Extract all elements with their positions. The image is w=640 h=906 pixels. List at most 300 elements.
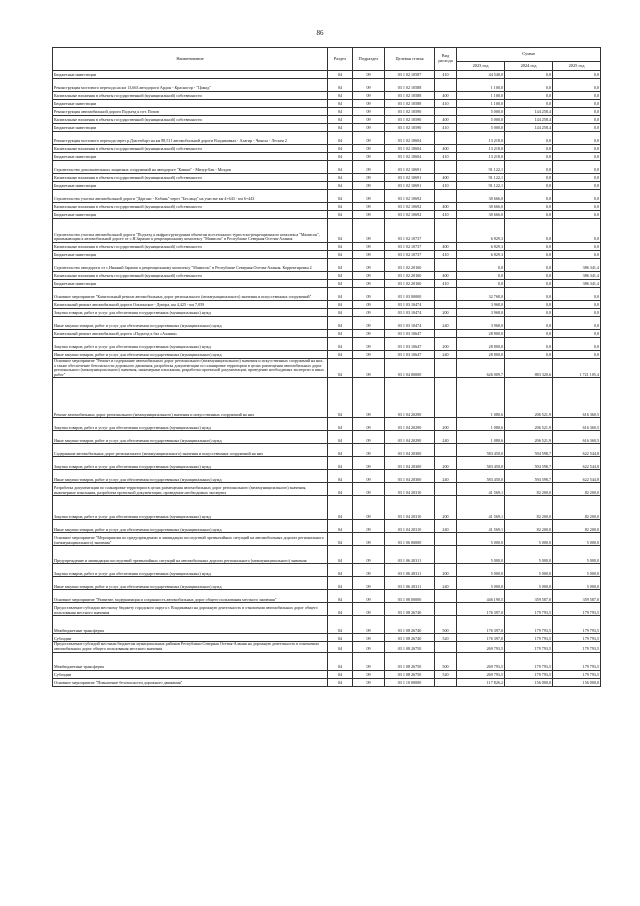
row-sum-2023: 1 080,6 (457, 431, 505, 444)
row-name: Капитальный ремонт автомобильной дороги Ольгинское - Дигора, км 4,425 - км 7,059 (53, 301, 328, 309)
row-sum-2024: 0,0 (505, 174, 553, 182)
row-section: 04 (328, 174, 353, 182)
row-sum-2024: 0,0 (505, 272, 553, 280)
table-row (53, 496, 601, 520)
row-sum-2023: 176 397,0 (457, 616, 505, 634)
row-expense-type: 520 (435, 670, 457, 678)
row-subsection: 09 (353, 603, 385, 616)
table-row (53, 174, 601, 182)
row-section: 04 (328, 309, 353, 317)
row-name: Содержание автомобильных дорог регионального (межмуниципального) значения и искусственных сооружений на них (53, 444, 328, 457)
row-expense-type (435, 533, 457, 546)
row-sum-2024: 179 793,5 (505, 670, 553, 678)
row-section: 04 (328, 431, 353, 444)
row-expense-type (435, 219, 457, 243)
row-section: 04 (328, 301, 353, 309)
row-target: 03 1 08 26750 (385, 670, 435, 678)
row-name: Закупка товаров, работ и услуг для обеспечения государственных (муниципальных) нужд (53, 309, 328, 317)
row-sum-2024: 5 000,0 (505, 546, 553, 564)
row-sum-2023: 269 793,5 (457, 642, 505, 652)
row-subsection: 09 (353, 520, 385, 533)
row-expense-type (435, 378, 457, 418)
row-subsection: 09 (353, 203, 385, 211)
table-row (53, 71, 601, 79)
row-sum-2024: 156 000,0 (505, 678, 553, 686)
table-row (53, 301, 601, 309)
row-sum-2024: 0,0 (505, 338, 553, 351)
row-sum-2025: 5 000,0 (553, 533, 601, 546)
row-sum-2025: 0,0 (553, 309, 601, 317)
row-sum-2023: 1 100,0 (457, 79, 505, 92)
row-target: 03 1 02 10588 (385, 79, 435, 92)
row-name: Реконструкция мостового перехода через р.Дзагепбарз на км 88,511 автомобильной дороги Владикавказ - Алагир - Чикола - Лескен 2 (53, 132, 328, 145)
row-expense-type: 520 (435, 634, 457, 642)
table-row (53, 243, 601, 251)
row-target: 03 1 02 10691 (385, 174, 435, 182)
row-section: 04 (328, 203, 353, 211)
row-section: 04 (328, 483, 353, 496)
row-expense-type (435, 259, 457, 272)
table-row (53, 546, 601, 564)
row-name: Основное мероприятие "Повышение безопасности дорожного движения" (53, 678, 328, 686)
row-subsection: 09 (353, 444, 385, 457)
table-row (53, 259, 601, 272)
row-expense-type: 400 (435, 92, 457, 100)
row-expense-type: 240 (435, 351, 457, 359)
row-sum-2023: 1 080,6 (457, 378, 505, 418)
row-sum-2024: 359 587,0 (505, 590, 553, 603)
row-expense-type: 410 (435, 100, 457, 108)
row-section: 04 (328, 317, 353, 330)
row-section: 04 (328, 211, 353, 219)
row-sum-2023: 176 397,0 (457, 634, 505, 642)
row-sum-2024: 0,0 (505, 79, 553, 92)
row-target: 03 1 02 10590 (385, 108, 435, 116)
row-subsection: 09 (353, 330, 385, 338)
table-row (53, 132, 601, 145)
table-row (53, 79, 601, 92)
table-row (53, 309, 601, 317)
row-subsection: 09 (353, 116, 385, 124)
row-expense-type: 400 (435, 116, 457, 124)
row-target: 03 1 10 00000 (385, 678, 435, 686)
row-subsection: 09 (353, 351, 385, 359)
table-row (53, 317, 601, 330)
row-sum-2023: 30 666,0 (457, 203, 505, 211)
row-sum-2024: 0,0 (505, 243, 553, 251)
row-sum-2023: 117 826,2 (457, 678, 505, 686)
row-section: 04 (328, 378, 353, 418)
row-sum-2024: 0,0 (505, 259, 553, 272)
row-section: 04 (328, 288, 353, 301)
row-section: 04 (328, 603, 353, 616)
row-sum-2025: 0,0 (553, 145, 601, 153)
row-sum-2023: 13 218,0 (457, 145, 505, 153)
row-sum-2023: 44 540,0 (457, 71, 505, 79)
row-target: 03 1 03 10474 (385, 309, 435, 317)
table-row (53, 359, 601, 378)
row-name: Бюджетные инвестиции (53, 124, 328, 132)
row-expense-type (435, 642, 457, 652)
row-target: 03 1 02 10737 (385, 251, 435, 259)
row-target: 03 1 06 20311 (385, 546, 435, 564)
row-subsection: 09 (353, 190, 385, 203)
table-row (53, 642, 601, 652)
row-name: Ремонт автомобильных дорог регионального (межмуниципального) значения и искусственных сооружений на них (53, 378, 328, 418)
row-name: Капитальные вложения в объекты государственной (муниципальной) собственности (53, 174, 328, 182)
row-target: 03 1 06 20311 (385, 577, 435, 590)
row-sum-2025: 0,0 (553, 79, 601, 92)
row-target: 03 1 02 10604 (385, 153, 435, 161)
row-section: 04 (328, 338, 353, 351)
row-sum-2025: 0,0 (553, 330, 601, 338)
row-sum-2023: 583 450,0 (457, 444, 505, 457)
row-sum-2023: 446 190,5 (457, 590, 505, 603)
row-target: 03 1 04 20290 (385, 418, 435, 431)
row-expense-type: 240 (435, 520, 457, 533)
row-name: Строительство участка автомобильной дороги "Подъезд к инфраструктурным объектам всесезонного туристско-рекреационного комплекса "Мамисон", примыкающим к автомобильной дороге от с.Н.Зарамаг к рекреационному комплексу "Мамисон" в Республике Северная Осетия-Алания (53, 219, 328, 243)
row-sum-2023: 30 666,0 (457, 211, 505, 219)
row-name: Капитальные вложения в объекты государственной (муниципальной) собственности (53, 272, 328, 280)
row-sum-2023: 0,0 (457, 280, 505, 288)
row-sum-2025: 616 360,5 (553, 378, 601, 418)
row-sum-2023: 6 829,3 (457, 219, 505, 243)
row-subsection: 09 (353, 124, 385, 132)
row-expense-type (435, 79, 457, 92)
row-target: 03 1 03 00000 (385, 288, 435, 301)
row-sum-2023: 5 000,0 (457, 108, 505, 116)
table-row (53, 634, 601, 642)
row-expense-type: 410 (435, 124, 457, 132)
table-row (53, 670, 601, 678)
row-sum-2025: 622 544,8 (553, 470, 601, 483)
table-row (53, 124, 601, 132)
row-subsection: 09 (353, 219, 385, 243)
row-sum-2025: 179 793,5 (553, 652, 601, 670)
row-sum-2024: 0,0 (505, 92, 553, 100)
row-sum-2024: 144 258,4 (505, 108, 553, 116)
table-row (53, 190, 601, 203)
header-row (53, 48, 601, 62)
table-row (53, 272, 601, 280)
row-sum-2023: 3 968,0 (457, 317, 505, 330)
row-subsection: 09 (353, 71, 385, 79)
row-sum-2024: 144 258,4 (505, 124, 553, 132)
row-name: Субсидии (53, 670, 328, 678)
col-header-expense-type: Вид расхода (435, 48, 457, 71)
row-section: 04 (328, 79, 353, 92)
row-sum-2025: 179 793,5 (553, 616, 601, 634)
row-sum-2025: 0,0 (553, 251, 601, 259)
row-sum-2025: 622 544,8 (553, 457, 601, 470)
row-sum-2025: 5 000,0 (553, 546, 601, 564)
row-expense-type: 200 (435, 457, 457, 470)
row-subsection: 09 (353, 280, 385, 288)
row-subsection: 09 (353, 457, 385, 470)
row-name: Иные закупки товаров, работ и услуг для обеспечения государственных (муниципальных) нужд (53, 317, 328, 330)
row-expense-type (435, 301, 457, 309)
row-sum-2023: 5 000,0 (457, 124, 505, 132)
row-section: 04 (328, 108, 353, 116)
row-name: Закупка товаров, работ и услуг для обеспечения государственных (муниципальных) нужд (53, 564, 328, 577)
row-subsection: 09 (353, 616, 385, 634)
table-row (53, 652, 601, 670)
row-name: Бюджетные инвестиции (53, 251, 328, 259)
row-name: Бюджетные инвестиции (53, 100, 328, 108)
row-sum-2025: 0,0 (553, 161, 601, 174)
row-subsection: 09 (353, 145, 385, 153)
row-target: 03 1 03 10647 (385, 330, 435, 338)
row-section: 04 (328, 564, 353, 577)
row-sum-2025: 0,0 (553, 211, 601, 219)
row-sum-2025: 616 360,5 (553, 418, 601, 431)
table-row (53, 590, 601, 603)
row-subsection: 09 (353, 79, 385, 92)
row-expense-type: 400 (435, 272, 457, 280)
row-sum-2024: 0,0 (505, 330, 553, 338)
row-sum-2023: 3 968,0 (457, 301, 505, 309)
row-section: 04 (328, 470, 353, 483)
row-expense-type: 240 (435, 577, 457, 590)
row-target: 03 1 02 10691 (385, 182, 435, 190)
row-sum-2023: 0,0 (457, 272, 505, 280)
row-subsection: 09 (353, 251, 385, 259)
row-subsection: 09 (353, 470, 385, 483)
row-target: 03 1 02 10588 (385, 100, 435, 108)
row-name: Иные закупки товаров, работ и услуг для обеспечения государственных (муниципальных) нужд (53, 520, 328, 533)
row-name: Предоставление субсидий местным бюджетам муниципальных районов Республики Северная Осетия-Алания на дорожную деятельность в отношении автомобильных дорог общего пользования местного значения (53, 642, 328, 652)
table-row (53, 203, 601, 211)
row-sum-2024: 179 793,5 (505, 634, 553, 642)
row-sum-2024: 594 598,7 (505, 470, 553, 483)
row-section: 04 (328, 678, 353, 686)
row-subsection: 09 (353, 418, 385, 431)
row-section: 04 (328, 351, 353, 359)
table-row (53, 378, 601, 418)
row-target: 03 1 06 00000 (385, 533, 435, 546)
row-sum-2023: 269 793,5 (457, 652, 505, 670)
table-row (53, 616, 601, 634)
table-row (53, 330, 601, 338)
row-subsection: 09 (353, 359, 385, 378)
row-section: 04 (328, 153, 353, 161)
row-sum-2025: 0,0 (553, 71, 601, 79)
row-sum-2025: 179 793,5 (553, 634, 601, 642)
row-subsection: 09 (353, 483, 385, 496)
row-name: Реконструкция мостового перехода на км 13,663 автодороги Ардон - Красногор - "Цамад" (53, 79, 328, 92)
row-expense-type: 200 (435, 338, 457, 351)
row-target: 03 1 08 26740 (385, 603, 435, 616)
row-subsection: 09 (353, 301, 385, 309)
row-section: 04 (328, 520, 353, 533)
row-sum-2025: 179 793,5 (553, 642, 601, 652)
row-name: Бюджетные инвестиции (53, 211, 328, 219)
row-sum-2023: 41 569,1 (457, 483, 505, 496)
row-expense-type: 200 (435, 309, 457, 317)
row-sum-2024: 594 598,7 (505, 444, 553, 457)
row-sum-2024: 0,0 (505, 251, 553, 259)
row-sum-2025: 0,0 (553, 174, 601, 182)
col-header-target: Целевая статья (385, 48, 435, 71)
row-target: 03 1 02 10692 (385, 211, 435, 219)
row-expense-type (435, 444, 457, 457)
table-row (53, 251, 601, 259)
row-sum-2025: 0,0 (553, 351, 601, 359)
row-target: 03 1 08 26740 (385, 634, 435, 642)
row-section: 04 (328, 652, 353, 670)
table-row (53, 418, 601, 431)
table-row (53, 520, 601, 533)
row-sum-2025: 5 000,0 (553, 564, 601, 577)
row-sum-2024: 82 200,0 (505, 483, 553, 496)
row-sum-2025: 0,0 (553, 153, 601, 161)
row-target: 03 1 03 10647 (385, 338, 435, 351)
row-sum-2025: 156 000,0 (553, 678, 601, 686)
row-name: Строительство дополнительных защитных сооружений на автодороге "Кавказ" - Мизур-Бек - Моздок (53, 161, 328, 174)
table-row (53, 116, 601, 124)
row-sum-2023: 176 397,0 (457, 603, 505, 616)
row-section: 04 (328, 642, 353, 652)
row-name: Капитальные вложения в объекты государственной (муниципальной) собственности (53, 243, 328, 251)
row-expense-type: 410 (435, 153, 457, 161)
row-sum-2023: 583 450,0 (457, 457, 505, 470)
row-subsection: 09 (353, 634, 385, 642)
row-subsection: 09 (353, 642, 385, 652)
col-header-subsection: Подраздел (353, 48, 385, 71)
row-section: 04 (328, 92, 353, 100)
row-sum-2023: 626 009,7 (457, 359, 505, 378)
row-section: 04 (328, 71, 353, 79)
budget-table (52, 47, 601, 687)
row-target: 03 1 08 26750 (385, 642, 435, 652)
row-sum-2025: 0,0 (553, 108, 601, 116)
row-sum-2023: 28 800,0 (457, 351, 505, 359)
row-sum-2023: 1 100,0 (457, 100, 505, 108)
table-row (53, 533, 601, 546)
row-name: Иные закупки товаров, работ и услуг для обеспечения государственных (муниципальных) нужд (53, 577, 328, 590)
row-name: Субсидии (53, 634, 328, 642)
row-target: 03 1 06 20311 (385, 564, 435, 577)
row-sum-2025: 0,0 (553, 100, 601, 108)
row-target: 03 1 08 26750 (385, 652, 435, 670)
row-expense-type (435, 190, 457, 203)
row-sum-2025: 386 341,4 (553, 280, 601, 288)
row-expense-type: 400 (435, 203, 457, 211)
row-name: Капитальные вложения в объекты государственной (муниципальной) собственности (53, 203, 328, 211)
row-sum-2024: 0,0 (505, 161, 553, 174)
page-number: 86 (316, 29, 324, 37)
row-sum-2025: 0,0 (553, 288, 601, 301)
row-sum-2023: 13 218,0 (457, 153, 505, 161)
row-target: 03 1 02 10604 (385, 145, 435, 153)
row-target: 03 1 03 10647 (385, 351, 435, 359)
row-sum-2023: 1 100,0 (457, 92, 505, 100)
row-sum-2023: 91 122,1 (457, 174, 505, 182)
col-header-year-2023: 2023 год (457, 62, 505, 71)
row-sum-2024: 82 200,0 (505, 496, 553, 520)
row-section: 04 (328, 243, 353, 251)
row-target: 03 1 04 20290 (385, 431, 435, 444)
row-expense-type: 410 (435, 182, 457, 190)
row-section: 04 (328, 182, 353, 190)
row-sum-2024: 82 200,0 (505, 520, 553, 533)
row-subsection: 09 (353, 590, 385, 603)
row-target: 03 1 04 00000 (385, 359, 435, 378)
row-expense-type: 500 (435, 652, 457, 670)
row-sum-2024: 206 521,9 (505, 418, 553, 431)
row-target: 03 1 02 10737 (385, 219, 435, 243)
row-name: Бюджетные инвестиции (53, 280, 328, 288)
table-row (53, 457, 601, 470)
row-sum-2025: 0,0 (553, 124, 601, 132)
row-section: 04 (328, 280, 353, 288)
row-sum-2023: 5 000,0 (457, 577, 505, 590)
table-row (53, 470, 601, 483)
row-section: 04 (328, 272, 353, 280)
row-subsection: 09 (353, 174, 385, 182)
row-target: 03 1 04 20310 (385, 520, 435, 533)
table-row (53, 564, 601, 577)
row-name: Предупреждение и ликвидация последствий чрезвычайных ситуаций на автомобильных дорогах регионального (межмуниципального) значения (53, 546, 328, 564)
row-expense-type (435, 132, 457, 145)
row-target: 03 1 08 00000 (385, 590, 435, 603)
row-name: Строительство автодороги от с.Нижний Зарамаг к рекреационному комплексу "Мамисон" в Республике Северная Осетия-Алания. Корректировка 2 (53, 259, 328, 272)
row-sum-2024: 0,0 (505, 280, 553, 288)
table-row (53, 351, 601, 359)
row-sum-2025: 0,0 (553, 116, 601, 124)
row-expense-type: 240 (435, 470, 457, 483)
row-section: 04 (328, 190, 353, 203)
row-sum-2023: 269 793,5 (457, 670, 505, 678)
row-subsection: 09 (353, 546, 385, 564)
row-subsection: 09 (353, 577, 385, 590)
row-section: 04 (328, 546, 353, 564)
row-sum-2024: 179 793,5 (505, 642, 553, 652)
row-sum-2024: 206 521,9 (505, 378, 553, 418)
row-section: 04 (328, 670, 353, 678)
row-sum-2024: 5 000,0 (505, 564, 553, 577)
row-name: Иные закупки товаров, работ и услуг для обеспечения государственных (муниципальных) нужд (53, 351, 328, 359)
row-subsection: 09 (353, 564, 385, 577)
row-expense-type: 200 (435, 564, 457, 577)
row-subsection: 09 (353, 678, 385, 686)
table-row (53, 431, 601, 444)
row-subsection: 09 (353, 153, 385, 161)
col-header-sum: Сумма (457, 48, 601, 62)
col-header-name: Наименование (53, 48, 328, 71)
row-sum-2025: 616 360,5 (553, 431, 601, 444)
row-name: Закупка товаров, работ и услуг для обеспечения государственных (муниципальных) нужд (53, 338, 328, 351)
row-sum-2024: 594 598,7 (505, 457, 553, 470)
row-section: 04 (328, 132, 353, 145)
row-subsection: 09 (353, 243, 385, 251)
row-expense-type: 400 (435, 145, 457, 153)
row-target: 03 1 04 20300 (385, 444, 435, 457)
row-expense-type (435, 590, 457, 603)
col-header-section: Раздел (328, 48, 353, 71)
row-sum-2025: 0,0 (553, 132, 601, 145)
row-expense-type: 410 (435, 280, 457, 288)
row-sum-2024: 5 000,0 (505, 577, 553, 590)
row-target: 03 1 02 10737 (385, 243, 435, 251)
row-sum-2024: 5 000,0 (505, 533, 553, 546)
row-sum-2023: 6 829,3 (457, 251, 505, 259)
row-sum-2023: 3 968,0 (457, 309, 505, 317)
row-sum-2024: 0,0 (505, 153, 553, 161)
row-name: Разработка документации по планировке территории в целях размещения автомобильных дорог регионального (межмуниципального) значения, инженерные изыскания, разработка проектной документации, проведение необходимых экспертиз (53, 483, 328, 496)
row-sum-2024: 0,0 (505, 145, 553, 153)
row-section: 04 (328, 533, 353, 546)
